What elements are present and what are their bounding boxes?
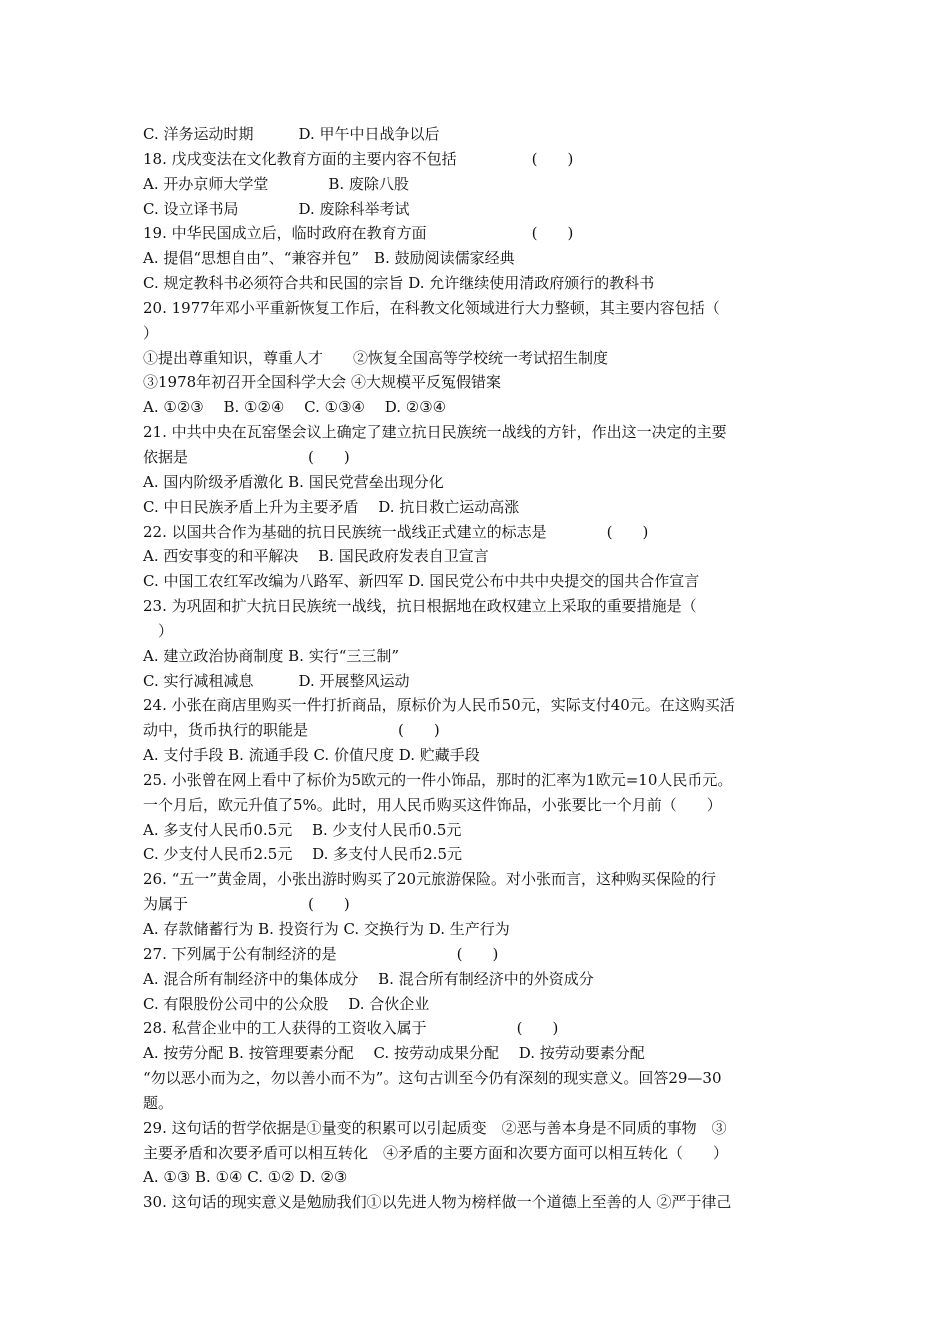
text-line: C. 中国工农红军改编为八路军、新四军 D. 国民党公布中共中央提交的国共合作宣言 — [143, 572, 700, 591]
text-line: A. ①③ B. ①④ C. ①② D. ②③ — [143, 1168, 348, 1187]
text-line: 30. 这句话的现实意义是勉励我们①以先进人物为榜样做一个道德上至善的人 ②严于律己 — [143, 1193, 732, 1212]
text-line: 26. “五一”黄金周，小张出游时购买了20元旅游保险。对小张而言，这种购买保险的行 — [143, 870, 717, 889]
text-line: 一个月后，欧元升值了5%。此时，用人民币购买这件饰品，小张要比一个月前（ ） — [143, 795, 722, 814]
text-line: 20. 1977年邓小平重新恢复工作后，在科教文化领域进行大力整顿，其主要内容包括（ — [143, 298, 720, 317]
text-line: 25. 小张曾在网上看中了标价为5欧元的一件小饰品，那时的汇率为1欧元=10人民币元。 — [143, 770, 733, 789]
text-line: A. 国内阶级矛盾激化 B. 国民党营垒出现分化 — [143, 472, 444, 491]
text-line: A. 提倡“思想自由”、“兼容并包” B. 鼓励阅读儒家经典 — [143, 249, 515, 268]
text-line: 23. 为巩固和扩大抗日民族统一战线，抗日根据地在政权建立上采取的重要措施是（ — [143, 597, 697, 616]
text-line: C. 少支付人民币2.5元 D. 多支付人民币2.5元 — [143, 845, 462, 864]
text-line: C. 设立译书局 D. 废除科举考试 — [143, 199, 410, 218]
text-line: 22. 以国共合作为基础的抗日民族统一战线正式建立的标志是 ( ) — [143, 522, 649, 541]
text-line: 29. 这句话的哲学依据是①量变的积累可以引起质变 ②恶与善本身是不同质的事物 ③ — [143, 1118, 727, 1137]
text-line: A. 西安事变的和平解决 B. 国民政府发表自卫宣言 — [143, 547, 489, 566]
text-line: A. ①②③ B. ①②④ C. ①③④ D. ②③④ — [143, 398, 447, 417]
text-line: A. 存款储蓄行为 B. 投资行为 C. 交换行为 D. 生产行为 — [143, 920, 510, 938]
exam-text — [143, 122, 813, 1215]
text-line: 题。 — [143, 1093, 174, 1112]
text-line: C. 实行减租减息 D. 开展整风运动 — [143, 671, 410, 690]
text-line: C. 有限股份公司中的公众股 D. 合伙企业 — [143, 994, 430, 1013]
text-line: 动中，货币执行的职能是 ( ) — [143, 721, 440, 740]
text-line: 24. 小张在商店里购买一件打折商品，原标价为人民币50元，实际支付40元。在这购买活 — [143, 696, 735, 715]
text-line: 19. 中华民国成立后，临时政府在教育方面 ( ) — [143, 224, 574, 243]
text-line: ） — [143, 621, 174, 640]
text-line: A. 多支付人民币0.5元 B. 少支付人民币0.5元 — [143, 820, 462, 839]
text-line: A. 混合所有制经济中的集体成分 B. 混合所有制经济中的外资成分 — [143, 969, 594, 988]
text-line: ） — [143, 323, 159, 342]
text-line: 为属于 ( ) — [143, 895, 350, 914]
text-line: “勿以恶小而为之，勿以善小而不为”。这句古训至今仍有深刻的现实意义。回答29—30 — [143, 1069, 722, 1088]
text-line: ③1978年初召开全国科学大会 ④大规模平反冤假错案 — [143, 373, 501, 392]
text-line: 21. 中共中央在瓦窑堡会议上确定了建立抗日民族统一战线的方针，作出这一决定的主要 — [143, 423, 727, 442]
text-line: 18. 戊戌变法在文化教育方面的主要内容不包括 ( ) — [143, 149, 574, 168]
text-line: 27. 下列属于公有制经济的是 ( ) — [143, 944, 499, 963]
text-line: 28. 私营企业中的工人获得的工资收入属于 ( ) — [143, 1019, 559, 1038]
text-line: 依据是 ( ) — [143, 447, 350, 466]
text-line: A. 开办京师大学堂 B. 废除八股 — [143, 174, 409, 193]
text-line: 主要矛盾和次要矛盾可以相互转化 ④矛盾的主要方面和次要方面可以相互转化（ ） — [143, 1143, 729, 1162]
text-line: A. 支付手段 B. 流通手段 C. 价值尺度 D. 贮藏手段 — [143, 746, 480, 765]
text-line: C. 规定教科书必须符合共和民国的宗旨 D. 允许继续使用清政府颁行的教科书 — [143, 274, 655, 293]
text-line: ①提出尊重知识，尊重人才 ②恢复全国高等学校统一考试招生制度 — [143, 348, 609, 367]
text-line: A. 按劳分配 B. 按管理要素分配 C. 按劳动成果分配 D. 按劳动要素分配 — [143, 1044, 645, 1063]
text-line: A. 建立政治协商制度 B. 实行“三三制” — [143, 646, 400, 665]
text-line: C. 洋务运动时期 D. 甲午中日战争以后 — [143, 125, 440, 143]
text-line: C. 中日民族矛盾上升为主要矛盾 D. 抗日救亡运动高涨 — [143, 497, 520, 516]
